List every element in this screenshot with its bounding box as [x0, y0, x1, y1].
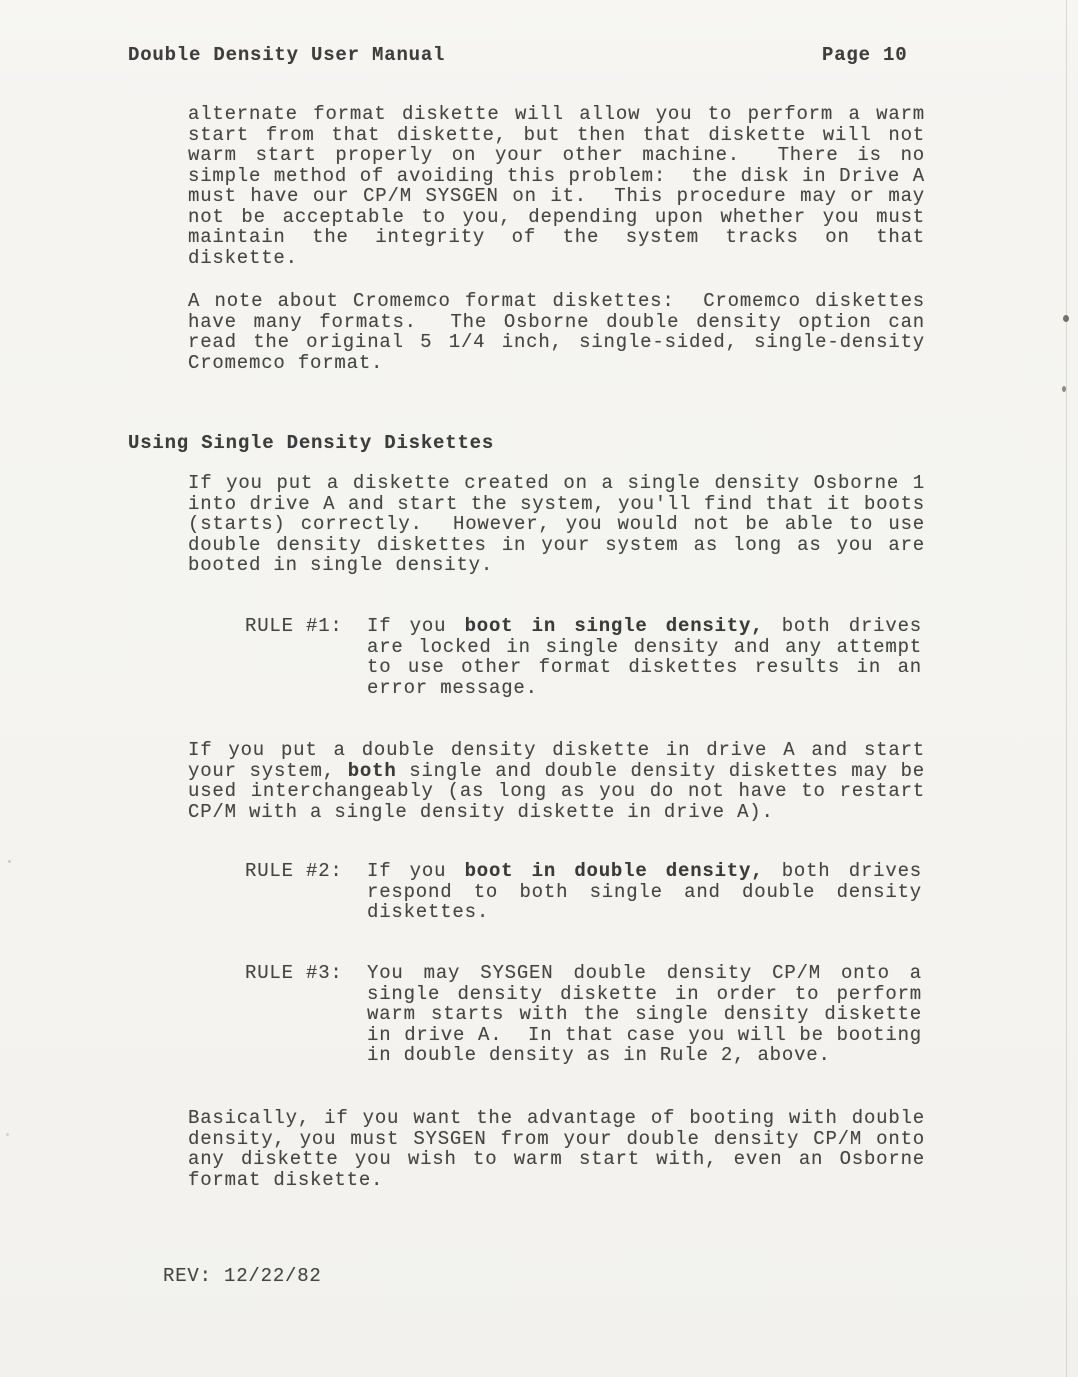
- rule-3-text: [367, 963, 922, 1066]
- paragraph-single-density-boot: If you put a diskette created on a single density Osborne 1 into drive A and start the system, you'll find that it boots (starts) correctly. However, you would not be able to use double density diskettes in your system as long as you are booted in single density.: [188, 472, 925, 576]
- scan-speck: [1062, 386, 1066, 392]
- rule-2-text: [367, 861, 922, 923]
- paragraph-cromemco-note: A note about Cromemco format diskettes: Cromemco diskettes have many formats. The Osborne double density option can read the original 5 1/4 inch, single-sided, single-density Cromemco format.: [188, 290, 925, 374]
- rule-3: [245, 963, 922, 1066]
- rule-1: [245, 616, 922, 698]
- paragraph-warm-start: alternate format diskette will allow you to perform a warm start from that diskette, but then that diskette will not warm start properly on your other machine. There is no simple method of avoiding this problem: the disk in Drive A must have our CP/M SYSGEN on it. This procedure may or may not be acceptable to you, depending upon whether you must maintain the integrity of the system tracks on that diskette.: [188, 103, 925, 269]
- rule-1-text-bold: boot in single density,: [464, 615, 764, 637]
- section-heading-single-density: Using Single Density Diskettes: [128, 432, 495, 454]
- rule-1-label: RULE #1:: [245, 615, 343, 637]
- page-number: Page 10: [822, 44, 908, 66]
- rule-2-label: RULE #2:: [245, 860, 343, 882]
- rule-3-label: RULE #3:: [245, 962, 343, 984]
- paragraph-double-density-pre: If you put a double density diskette in drive A and start your system,: [188, 739, 925, 782]
- rule-2-text-pre: If you: [367, 860, 465, 882]
- rule-1-text: [367, 616, 922, 698]
- rule-1-text-post: both drives are locked in single density and any attempt to use other format diskettes results in an error message.: [367, 615, 922, 699]
- paragraph-double-density-post: single and double density diskettes may be used interchangeably (as long as you do not have to restart CP/M with a single density diskette in drive A).: [188, 759, 926, 823]
- paragraph-sysgen-summary: Basically, if you want the advantage of booting with double density, you must SYSGEN from your double density CP/M onto any diskette you wish to warm start with, even an Osborne format diskette.: [188, 1107, 925, 1191]
- rule-2-text-post: both drives respond to both single and double density diskettes.: [367, 860, 922, 923]
- paragraph-double-density-boot: [188, 740, 925, 822]
- revision-date: REV: 12/22/82: [163, 1265, 322, 1287]
- rule-2-text-bold: boot in double density,: [464, 860, 764, 882]
- scan-speck: [8, 860, 11, 863]
- scan-artifact-line: [1066, 0, 1067, 1377]
- rule-1-text-pre: If you: [367, 615, 465, 637]
- rule-2: [245, 861, 922, 923]
- rule-3-text-pre: You may SYSGEN double density CP/M onto a single density diskette in order to perform warm starts with the single density diskette in drive A. In that case you will be booting in double density as in Rule 2, above.: [367, 962, 922, 1066]
- document-title: Double Density User Manual: [128, 44, 446, 66]
- paragraph-double-density-bold: both: [347, 759, 397, 782]
- scan-speck: [6, 1133, 9, 1136]
- scan-speck: [1063, 315, 1069, 322]
